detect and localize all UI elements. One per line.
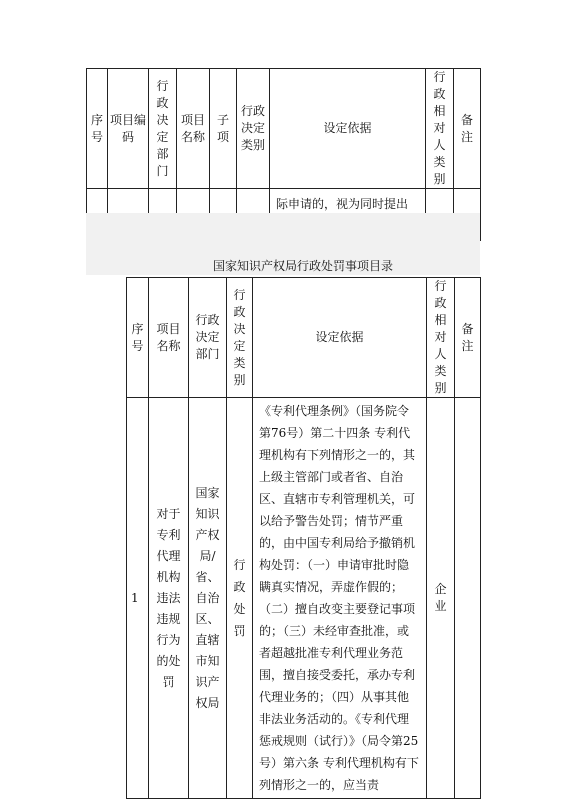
cell-basis: 《专利代理条例》（国务院令第76号）第二十四条 专利代理机构有下列情形之一的，其上级主管部门或者省、自治区、直辖市专利管理机关，可以给予警告处罚；情节严重的，由中国专利局给予撤销机构处罚：（一）申请审批时隐瞒真实情况，弄虚作假的；（二）擅自改变主要登记事项的；（三）未经审查批准，或者超越批准专利代理业务范围，擅自接受委托，承办专利代理业务的；（四）从事其他非法业务活动的。《专利代理惩戒规则（试行）》（局令第25号）第六条 专利代理机构有下列情形之一的，应当责 — [253, 398, 427, 799]
header-category: 行政决定类别 — [227, 278, 253, 398]
cell-seq: 1 — [127, 398, 149, 799]
penalty-items-table — [126, 277, 481, 799]
header-dept: 行政决定部门 — [189, 278, 227, 398]
header-party: 行政相对人类别 — [427, 278, 455, 398]
header-basis: 设定依据 — [253, 278, 427, 398]
header-code: 项目编码 — [108, 69, 149, 189]
table-header-row — [127, 278, 481, 398]
header-remark: 备注 — [454, 69, 481, 189]
header-seq: 序号 — [127, 278, 149, 398]
cell-basis: 际申请的，视为同时提出 — [270, 189, 426, 241]
table-row — [127, 398, 481, 799]
cell-name: 对于专利代理机构违法违规行为的处罚 — [149, 398, 189, 799]
cell-dept: 国家知识产权局/省、自治区、直辖市知识产权局 — [189, 398, 227, 799]
header-remark: 备注 — [455, 278, 481, 398]
header-category: 行政决定类别 — [237, 69, 270, 189]
table-title: 国家知识产权局行政处罚事项目录 — [212, 259, 393, 273]
header-name: 项目名称 — [149, 278, 189, 398]
header-name: 项目名称 — [177, 69, 210, 189]
header-seq: 序号 — [87, 69, 108, 189]
header-dept: 行政决定部门 — [149, 69, 177, 189]
cell-remark — [455, 398, 481, 799]
cell-party: 企业 — [427, 398, 455, 799]
table-header-row — [87, 69, 481, 189]
header-sub: 子项 — [210, 69, 237, 189]
header-basis: 设定依据 — [270, 69, 426, 189]
cell-category: 行政处罚 — [227, 398, 253, 799]
header-party: 行政相对人类别 — [426, 69, 454, 189]
